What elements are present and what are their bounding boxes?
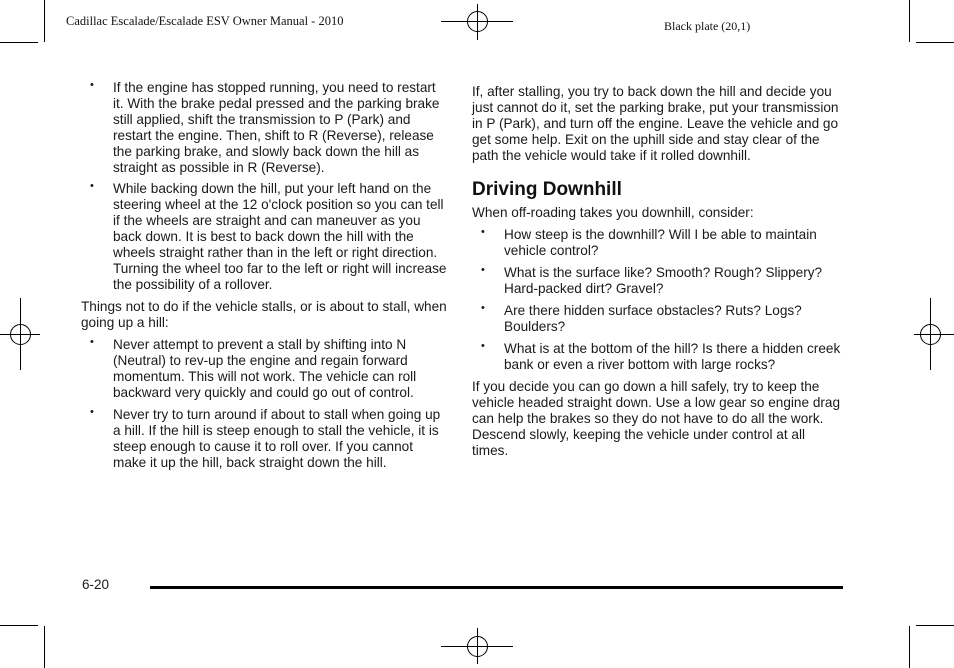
- list-item: [472, 265, 842, 297]
- crop-mark: [0, 625, 38, 626]
- bullet-text: Are there hidden surface obstacles? Ruts? Logs? Boulders?: [504, 303, 802, 334]
- bullet-icon: •: [481, 302, 485, 314]
- bullet-text: How steep is the downhill? Will I be able to maintain vehicle control?: [504, 227, 817, 258]
- list-item: [81, 181, 447, 293]
- section-heading: Driving Downhill: [472, 179, 622, 200]
- stall-recovery-list: [81, 80, 447, 293]
- bullet-text: Never try to turn around if about to stall when going up a hill. If the hill is steep enough to stall the vehicle, it is steep enough to cause it to roll over. If you cannot make it up the hill, back straight down the hill.: [113, 407, 441, 470]
- manual-title: Cadillac Escalade/Escalade ESV Owner Manual - 2010: [66, 14, 344, 28]
- crop-mark: [44, 0, 45, 42]
- bullet-icon: •: [90, 180, 94, 192]
- bullet-icon: •: [481, 264, 485, 276]
- paragraph: Things not to do if the vehicle stalls, or is about to stall, when going up a hill:: [81, 299, 447, 330]
- bullet-text: What is at the bottom of the hill? Is there a hidden creek bank or even a river bottom with large rocks?: [504, 341, 841, 372]
- crop-mark: [916, 42, 954, 43]
- list-item: [472, 227, 842, 259]
- bullet-icon: •: [481, 340, 485, 352]
- bullet-icon: •: [90, 406, 94, 418]
- bullet-icon: •: [481, 226, 485, 238]
- bullet-icon: •: [90, 79, 94, 91]
- list-item: [81, 337, 447, 401]
- left-column: [81, 80, 447, 471]
- crop-mark: [44, 626, 45, 668]
- plate-label: Black plate (20,1): [664, 19, 751, 33]
- bullet-text: What is the surface like? Smooth? Rough? Slippery? Hard-packed dirt? Gravel?: [504, 265, 823, 296]
- crop-mark: [909, 0, 910, 42]
- right-column: [472, 84, 842, 459]
- bullet-text: If the engine has stopped running, you need to restart it. With the brake pedal pressed and the parking brake still applied, shift the transmission to P (Park) and restart the engine. Then, shift to R (Reverse), release the parking brake, and slowly back down the hill as straight as possible in R (Reverse).: [113, 80, 440, 175]
- footer-rule: [150, 586, 843, 589]
- paragraph: If you decide you can go down a hill safely, try to keep the vehicle headed straight down. Use a low gear so engine drag can help the brakes so they do not have to do all the work. Descend slowly, keeping the vehicle under control at all times.: [472, 379, 841, 458]
- crop-mark: [916, 625, 954, 626]
- paragraph: If, after stalling, you try to back down the hill and decide you just cannot do it, set the parking brake, put your transmission in P (Park), and turn off the engine. Leave the vehicle and go get some help. Exit on the uphill side and stay clear of the path the vehicle would take if it rolled downhill.: [472, 84, 839, 163]
- crop-mark: [0, 42, 38, 43]
- stall-dont-list: [81, 337, 447, 471]
- list-item: [472, 303, 842, 335]
- bullet-icon: •: [90, 336, 94, 348]
- list-item: [81, 407, 447, 471]
- crop-mark: [909, 626, 910, 668]
- downhill-considerations-list: [472, 227, 842, 373]
- list-item: [472, 341, 842, 373]
- bullet-text: While backing down the hill, put your left hand on the steering wheel at the 12 o'clock position so you can tell if the wheels are straight and can maneuver as you back down. It is best to back down the hill with the wheels straight rather than in the left or right direction. Turning the wheel too far to the left or right will increase the possibility of a rollover.: [113, 181, 447, 292]
- paragraph: When off-roading takes you downhill, consider:: [472, 205, 754, 220]
- bullet-text: Never attempt to prevent a stall by shifting into N (Neutral) to rev-up the engine and regain forward momentum. This will not work. The vehicle can roll backward very quickly and could go out of control.: [113, 337, 417, 400]
- list-item: [81, 80, 447, 176]
- page-number: 6-20: [82, 577, 110, 592]
